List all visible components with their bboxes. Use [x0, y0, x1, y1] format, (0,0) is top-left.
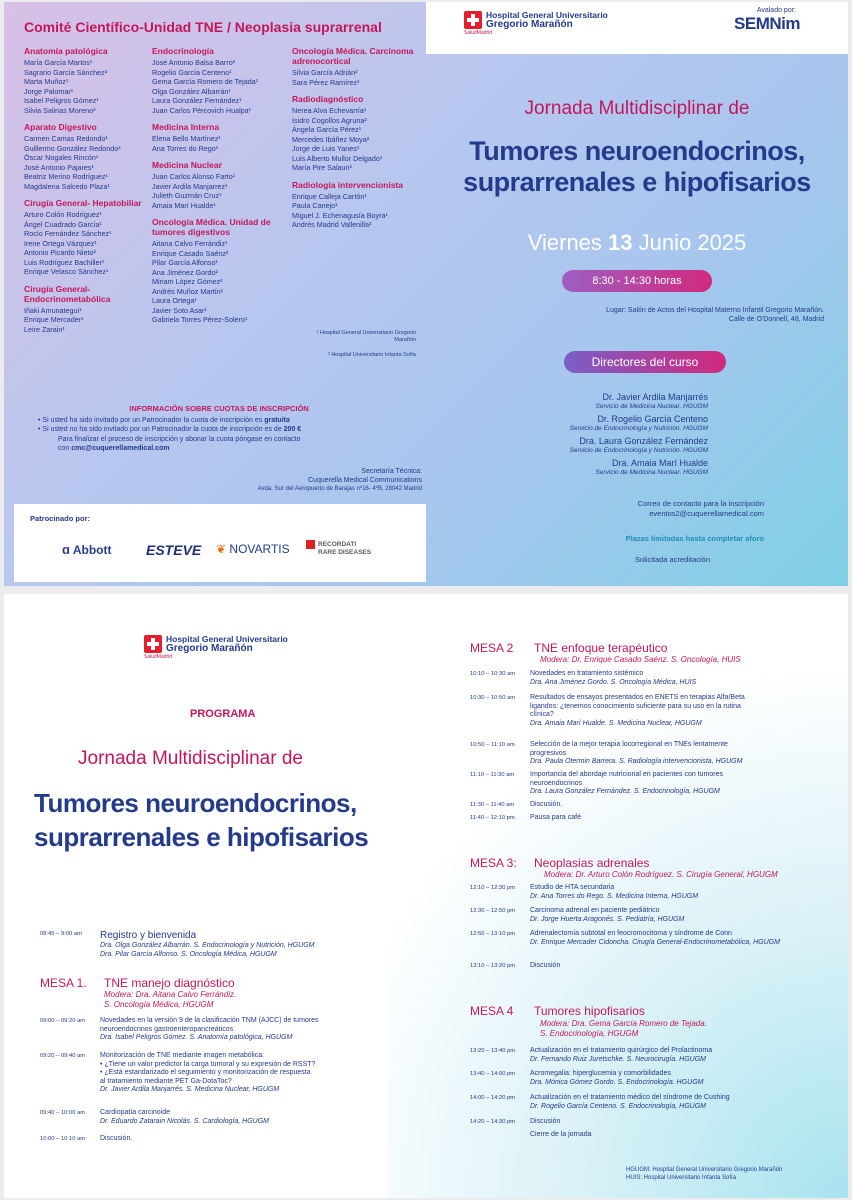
footnote-huis: HUIS: Hospital Universitario Infanta Sofía [626, 1175, 737, 1181]
committee-section [292, 180, 432, 230]
novartis-text: NOVARTIS [229, 542, 290, 556]
program-item-title: al tratamiento mediante PET Ga-DotaToc? [100, 1077, 232, 1085]
committee-member: Isabel Peligros Gómez¹ [24, 96, 99, 105]
affiliation-1: ¹ Hospital General Universitario Gregorio Marañón [316, 330, 416, 343]
program-item-title: Discusión [530, 1118, 561, 1125]
committee-member: Rogelio García Centeno¹ [152, 67, 232, 77]
committee-column-3 [292, 46, 432, 237]
program-item-title: Importancia del abordaje nutricional en pacientes con tumores [530, 771, 724, 778]
event-date-day: 13 [608, 230, 633, 255]
committee-column-2 [152, 46, 292, 332]
program-item-title: Cardiopatía carcinoide [100, 1109, 171, 1116]
event-title [426, 136, 848, 198]
committee-section-heading: Radiodiagnóstico [292, 94, 364, 104]
committee-member: Leire Zarain¹ [24, 324, 65, 334]
novartis-logo [216, 542, 290, 556]
program-item-time: 13:20 – 13:40 pm [470, 1048, 516, 1054]
committee-member: Enrique Casado Saénz² [152, 248, 229, 258]
program-item [470, 907, 830, 924]
committee-member: Julieth Guzmán Cruz¹ [152, 191, 222, 200]
committee-title: Comité Científico-Unidad TNE / Neoplasia suprarrenal [24, 19, 382, 35]
directors-list [456, 392, 708, 480]
committee-member: Miriam López Gómez¹ [152, 277, 223, 286]
program-item-time: 09:20 – 09:40 am [40, 1053, 86, 1059]
fee-line-not-invited [14, 425, 424, 435]
director-name: Dr. Rogelio García Centeno [597, 414, 708, 424]
program-item-title: Adrenalectomía subtotal en feocromocitoma y síndrome de Conn [530, 930, 732, 937]
program-item-time: 12:30 – 12:50 pm [470, 908, 516, 914]
program-item-title: Actualización en el tratamiento médico del síndrome de Cushing [530, 1094, 730, 1101]
venue-line2: Calle de O'Donnell, 48, Madrid [728, 316, 824, 323]
committee-member: Laura González Fernández¹ [152, 96, 242, 105]
director-service: Servicio de Medicina Nuclear. HGUGM [595, 403, 708, 410]
committee-member: Miguel J. Echenagusía Boyra¹ [292, 210, 388, 220]
committee-section [24, 46, 164, 115]
program-item [470, 884, 830, 901]
program-item-speaker: Dr. Fernando Ruiz Juretschke. S. Neurocirugía. HGUGM [530, 1055, 706, 1063]
hospital-name-line1: Hospital General Universitario [166, 634, 288, 644]
plazas-notice: Plazas limitadas hasta completar aforo [625, 534, 764, 543]
program-item-time: 11:40 – 12:10 pm [470, 815, 515, 821]
flyer-page [4, 2, 848, 586]
secretaria-label: Secretaría Técnica: [361, 468, 422, 475]
program-item [470, 670, 830, 687]
semnim-logo: SEMNim [734, 14, 800, 33]
director-service: Servicio de Medicina Nuclear. HGUGM [595, 469, 708, 476]
committee-section-heading: Oncología Médica. Carcinoma adrenocortical [292, 46, 414, 66]
directors-title: Directores del curso [564, 351, 726, 373]
committee-member: María Pire Salaun² [292, 163, 352, 172]
program-item-speaker: Dra. Pilar García Alfonso. S. Oncología Médica, HGUGM [100, 950, 277, 958]
committee-member: Nerea Alva Echevarría¹ [292, 106, 367, 115]
program-item-speaker: Dr. Jorge Huerta Aragonés. S. Pediatría, HGUGM [530, 915, 685, 923]
program-item-title: neuroendocrinos [530, 779, 583, 787]
secretaria-name: Cuquerella Medical Communications [308, 476, 422, 484]
committee-member: Iñaki Amunategui¹ [24, 305, 82, 315]
hospital-name-program [166, 634, 288, 654]
committee-section [24, 198, 164, 277]
committee-section-heading: Medicina Interna [152, 122, 220, 132]
committee-member: Arturo Colón Rodríguez¹ [24, 210, 102, 219]
committee-member: Beatriz Merino Rodríguez¹ [24, 172, 108, 181]
abbott-text: Abbott [72, 543, 112, 557]
program-title-line1: Tumores neuroendocrinos, [34, 788, 357, 818]
program-item [470, 801, 830, 810]
program-item-title: Novedades en la versión 9 de la clasificación TNM (AJCC) de tumores [100, 1017, 319, 1024]
program-item-speaker: Dra. Laura González Fernández. S. Endocrinología, HGUGM [530, 788, 720, 795]
fee-note: Para finalizar el proceso de inscripción y abonar la cuota póngase en contacto [58, 435, 301, 443]
recordati-text: RECORDATI [318, 541, 357, 548]
program-item-time: 14:20 – 14:30 pm [470, 1119, 516, 1125]
event-title-line2: suprarrenales e hipofisarios [463, 167, 811, 197]
committee-section-heading: Aparato Digestivo [24, 122, 97, 132]
mesa-moderator: S. Endocrinología, HGUGM [540, 1029, 639, 1038]
committee-member: Marta Muñoz¹ [24, 77, 69, 86]
hospital-logo-program [144, 634, 288, 660]
committee-member: Carmen Camas Redondo¹ [24, 134, 108, 143]
contact-info [464, 499, 764, 519]
program-item [470, 1047, 830, 1064]
program-item [470, 962, 830, 971]
event-date-weekday: Viernes [527, 230, 609, 255]
fee-line-not-invited-text: • Si usted no ha sido invitado por un Patrocinador la cuota de inscripción es de [38, 426, 284, 433]
program-item-title: Novedades en tratamiento sistémico [530, 670, 644, 677]
committee-member: Enrique Calleja Cartón¹ [292, 191, 367, 201]
hospital-name-line2: Gregorio Marañón [166, 643, 253, 654]
program-item-title: progresivos [530, 749, 567, 757]
program-item [470, 814, 830, 823]
event-hours: 8:30 - 14:30 horas [562, 270, 712, 292]
esteve-logo: ESTEVE [146, 542, 202, 558]
sponsors-box [14, 504, 426, 582]
program-item-title: Actualización en el tratamiento quirúrgico del Prolactinoma [530, 1047, 713, 1054]
program-item-title: Carcinoma adrenal en paciente pediátrico [530, 907, 660, 914]
program-title-line2: suprarrenales e hipofisarios [34, 822, 369, 852]
committee-member: Magdalena Salcedo Plaza¹ [24, 181, 110, 191]
committee-member: Elena Bello Martínez¹ [152, 134, 221, 143]
mesa-number: MESA 2 [470, 641, 514, 655]
recordati-icon [306, 540, 315, 549]
program-pre-title: Jornada Multidisciplinar de [78, 748, 303, 769]
hospital-name-line1: Hospital General Universitario [486, 10, 608, 20]
committee-member: María García Martos¹ [24, 58, 93, 67]
committee-member: Andrés Madrid Vallenilla² [292, 220, 372, 229]
director-service: Servicio de Endocrinología y Nutrición. HGUGM [569, 447, 708, 454]
program-item-time: 10:50 – 11:10 am [470, 742, 515, 748]
program-item-title: Pausa para café [530, 814, 581, 821]
program-item-speaker: Dra. Isabel Peligros Gómez. S. Anatomía patológica, HGUGM [100, 1034, 293, 1041]
committee-member: Ángel Cuadrado García¹ [24, 219, 102, 229]
fees-info [14, 404, 424, 454]
director-name: Dra. Amaia Marí Hualde [611, 458, 708, 468]
mesa-number: MESA 1. [40, 976, 87, 990]
mesa-moderator: S. Oncología Médica, HGUGM [104, 1000, 214, 1009]
fee-contact-prefix: con [58, 445, 72, 452]
committee-section-heading: Radiología intervencionista [292, 179, 403, 190]
committee-member: Jorge de Luis Yanes¹ [292, 144, 360, 153]
director-name: Dr. Javier Ardila Manjarrés [602, 392, 708, 402]
program-item-speaker: Dra. Amaia Marí Hualde. S. Medicina Nuclear, HGUGM [530, 719, 702, 727]
committee-member: Gema García Romero de Tejada¹ [152, 77, 259, 86]
mesa-title: Neoplasias adrenales [534, 856, 650, 870]
contact-label: Correo de contacto para la inscripción [637, 499, 764, 508]
committee-member: Mercedes Ibáñez Moya² [292, 134, 370, 144]
mesa-title: TNE enfoque terapéutico [534, 641, 668, 655]
event-venue [464, 306, 824, 324]
program-item [40, 1109, 430, 1126]
hospital-name [486, 10, 608, 30]
committee-member: Silvia García Adrián² [292, 68, 358, 77]
program-item-title: Cierre de la jornada [530, 1131, 592, 1138]
committee-section-heading: Endocrinología [152, 46, 214, 56]
program-item-speaker: Dra. Paula Otermin Barrera. S. Radiología intervencionista, HGUGM [530, 758, 743, 765]
venue-line1: Lugar: Salón de Actos del Hospital Materno Infantil Gregorio Marañón. [606, 307, 824, 314]
program-item [40, 1052, 430, 1095]
program-item-title: Discusión [530, 962, 561, 969]
mesa-title: Tumores hipofisarios [534, 1004, 645, 1018]
programa-label: PROGRAMA [190, 708, 256, 720]
footnote-hgugm: HGUGM: Hospital General Universitario Gregorio Marañón [626, 1167, 783, 1173]
program-item [470, 1070, 830, 1087]
committee-member: Rocío Fernández Sánchez¹ [24, 229, 112, 238]
committee-member: Enrique Mercader¹ [24, 315, 84, 324]
program-item-time: 10:10 – 10:30 am [470, 671, 516, 677]
committee-section [292, 46, 432, 87]
program-item-title: • ¿Tiene un valor predictor la carga tumoral y su expresión de RSST? [100, 1060, 316, 1068]
program-item-title: Registro y bienvenida [100, 930, 197, 941]
committee-member: Guillermo González Redondo² [24, 143, 121, 153]
committee-member: Javier Soto Asar¹ [152, 305, 207, 315]
committee-member: Javier Ardila Manjarrez¹ [152, 181, 228, 191]
committee-section [292, 94, 432, 173]
program-item-title: Estudio de HTA secundaria [530, 884, 615, 891]
committee-member: Sara Pérez Ramírez¹ [292, 77, 360, 87]
secretaria-address: Avda. Sur del Aeropuerto de Barajas nº16- 4ºB, 28042 Madrid [257, 486, 422, 492]
program-item [470, 1094, 830, 1111]
committee-member: Paula Canejo¹ [292, 201, 338, 210]
program-item-speaker: Dra. Mónica Gómez Gordo. S. Endocrinología. HGUGM [530, 1078, 704, 1086]
hospital-name-line2: Gregorio Marañón [486, 19, 573, 30]
salud-madrid-label: SaludMadrid [464, 30, 493, 36]
program-item-speaker: Dr. Ana Torres do Rego. S. Medicina Interna, HGUGM [530, 892, 699, 900]
sponsors-label: Patrocinado por: [30, 514, 91, 523]
program-item-title: Selección de la mejor terapia locorregional en TNEs lentamente [530, 741, 728, 748]
committee-section-heading: Cirugía General- Endocrinometabólica [24, 283, 111, 304]
mesa-title: TNE manejo diagnóstico [104, 976, 235, 990]
secretaria-tecnica [258, 468, 422, 494]
director-name: Dra. Laura González Fernández [579, 436, 708, 446]
committee-section [24, 122, 164, 191]
committee-section-heading: Anatomía patológica [24, 46, 108, 56]
program-item-time: 11:30 – 11:40 am [470, 802, 515, 808]
committee-member: Laura Ortega¹ [152, 296, 197, 305]
committee-section [24, 284, 164, 335]
fee-line-invited [14, 416, 424, 426]
committee-member: Sagrario García Sánchez² [24, 67, 108, 77]
program-item [470, 1118, 830, 1127]
program-item-time: 10:00 – 10:10 am [40, 1136, 86, 1142]
program-item-title: Acromegalia: hiperglucemia y comorbilidades [530, 1070, 671, 1077]
affiliation-2: ² Hospital Universitario Infanta Sofía [327, 352, 416, 358]
program-item-time: 14:00 – 14:20 pm [470, 1095, 516, 1101]
program-item [470, 694, 830, 728]
committee-member: Luis Rodríguez Bachiller¹ [24, 257, 105, 267]
program-item-speaker: Dra. Olga González Albarrán. S. Endocrinología y Nutrición, HGUGM [100, 942, 315, 949]
program-item [470, 930, 830, 947]
mesa-heading [470, 1002, 645, 1020]
program-item-title: neuroendocrinos gastroenteropancreáticos [100, 1025, 234, 1033]
mesa-number: MESA 4 [470, 1004, 514, 1018]
mesa-moderator: Modera: Dr. Enrique Casado Saénz. S. Oncología, HUIS [540, 655, 741, 664]
recordati-rare-text: RARE DISEASES [318, 549, 372, 556]
abbott-logo [62, 542, 112, 557]
program-item [40, 1017, 430, 1043]
program-item-title: Discusión. [100, 1135, 133, 1142]
committee-member: Jorge Palomar¹ [24, 86, 74, 96]
program-item-time: 10:30 – 10:50 am [470, 695, 516, 701]
program-item-time: 11:10 – 11:30 am [470, 772, 515, 778]
committee-section [152, 46, 292, 115]
committee-member: Ana Jiménez Gordo² [152, 267, 218, 277]
committee-member: Olga González Albarrán¹ [152, 86, 231, 96]
program-title [34, 786, 368, 854]
program-item-speaker: Dr. Eduardo Zatarain Nicolás. S. Cardiología, HGUGM [100, 1117, 269, 1125]
program-item-title: • ¿Está estandarizado el seguimiento y monitorización de respuesta [100, 1069, 311, 1076]
committee-member: Andrés Muñoz Martín¹ [152, 286, 224, 296]
fee-free: gratuita [264, 416, 290, 424]
committee-member: Juan Carlos Alonso Farto¹ [152, 172, 236, 181]
program-item-time: 09:40 – 10:00 am [40, 1110, 86, 1116]
committee-member: José Antonio Balsa Barro² [152, 58, 236, 67]
committee-member: Antonio Picardo Nieto² [24, 248, 96, 257]
committee-column-1 [24, 46, 164, 341]
committee-section [152, 160, 292, 210]
event-date [426, 230, 848, 256]
director-service: Servicio de Endocrinología y Nutrición. HGUGM [569, 425, 708, 432]
committee-member: Isidro Cogollos Agruna² [292, 115, 367, 125]
event-pre-title: Jornada Multidisciplinar de [524, 98, 750, 119]
fee-amount: 200 € [283, 426, 302, 433]
committee-section [152, 217, 292, 325]
program-item [40, 1135, 430, 1144]
committee-section-heading: Oncología Médica. Unidad de tumores digestivos [152, 217, 271, 237]
program-item-title: Monitorización de TNE mediante imagen metabólica: [100, 1052, 265, 1059]
contact-email[interactable]: eventos2@cuquerellamedical.com [649, 509, 764, 518]
acreditacion-notice: Solicitada acreditación [634, 555, 710, 564]
program-item-time: 12:50 – 13:10 pm [470, 931, 516, 937]
program-item [470, 741, 830, 767]
header-logos [426, 2, 848, 54]
program-item [470, 771, 830, 797]
event-date-month-year: Junio 2025 [632, 230, 747, 255]
program-item-speaker: Dr. Enrique Mercader Cidoncha. Cirugía General-Endocrinometabólica, HGUGM [530, 938, 780, 946]
mesa-moderator: Modera: Dra. Aitana Calvo Ferrándiz. [104, 990, 237, 999]
program-item-registro [40, 930, 420, 959]
program-item-speaker: Dr. Javier Ardila Manjarrés. S. Medicina Nuclear, HGUGM [100, 1086, 280, 1093]
salud-madrid-label: SaludMadrid [144, 654, 173, 660]
program-footnotes [626, 1166, 782, 1182]
committee-section-heading: Cirugía General- Hepatobiliar [24, 198, 142, 208]
fees-title: INFORMACIÓN SOBRE CUOTAS DE INSCRIPCIÓN [129, 404, 309, 413]
program-item-title: Resultados de ensayos presentados en ENETS en terapias Alfa/Beta [530, 694, 745, 701]
program-item-time: 12:10 – 12:30 pm [470, 885, 516, 891]
committee-member: Luis Alberto Mullor Delgado¹ [292, 153, 383, 163]
avalado-label: Avalado por: [756, 7, 796, 14]
hospital-cross-icon [144, 635, 162, 653]
abbott-icon: ɑ [62, 542, 70, 557]
committee-member: Silvia Salinas Moreno² [24, 105, 96, 115]
hospital-cross-icon [464, 11, 482, 29]
program-item-title: ligandos: ¿tenemos conocimiento suficiente para su uso en la rutina [530, 702, 741, 710]
committee-member: Amaia Marí Hualde¹ [152, 200, 216, 210]
program-item [470, 1131, 830, 1140]
program-item-title: clínica? [530, 711, 554, 718]
committee-member: Aitana Calvo Ferrándiz¹ [152, 239, 228, 248]
novartis-flame-icon: ❦ [216, 542, 227, 556]
committee-section [152, 122, 292, 153]
fee-contact [14, 444, 424, 454]
program-item-time: 08:45 – 9:00 am [40, 931, 82, 937]
committee-member: Óscar Nogales Rincón¹ [24, 153, 99, 162]
committee-member: José Antonio Pajares¹ [24, 162, 94, 172]
program-page [4, 594, 848, 1198]
mesa-moderator: Modera: Dr. Arturo Colón Rodríguez. S. Cirugía General, HGUGM [544, 870, 778, 879]
program-item-time: 09:00 – 09:20 am [40, 1018, 86, 1024]
program-item-speaker: Dra. Ana Jiménez Gordo. S. Oncología Médica, HUIS [530, 678, 697, 686]
committee-member: Irene Ortega Vázquez¹ [24, 238, 97, 248]
mesa-number: MESA 3: [470, 856, 517, 870]
fee-line-invited-text: • Si usted ha sido invitado por un Patrocinador la cuota de inscripción es [38, 416, 265, 424]
committee-member: Enrique Velasco Sánchez¹ [24, 267, 109, 276]
hospital-logo [464, 10, 608, 36]
program-item-speaker: Dr. Rogelio García Centeno. S. Endocrinología, HGUGM [530, 1102, 706, 1110]
fee-contact-email[interactable]: cmc@cuquerellamedical.com [71, 445, 170, 452]
committee-member: Gabriela Torres Pérez-Solero¹ [152, 315, 248, 324]
program-item-time: 13:10 – 13:20 pm [470, 963, 516, 969]
committee-member: Ángela García Pérez¹ [292, 125, 362, 134]
program-item-time: 13:40 – 14:00 pm [470, 1071, 516, 1077]
event-title-line1: Tumores neuroendocrinos, [469, 136, 805, 166]
mesa-moderator: Modera: Dra. Gema García Romero de Tejada. [540, 1019, 707, 1028]
committee-member: Ana Torres do Rego¹ [152, 143, 219, 153]
recordati-logo [306, 540, 371, 556]
committee-member: Pilar García Alfonso¹ [152, 258, 218, 267]
program-item-title: Discusión. [530, 801, 563, 808]
committee-section-heading: Medicina Nuclear [152, 160, 222, 170]
committee-member: Juan Carlos Pércovich Hualpa¹ [152, 105, 252, 115]
